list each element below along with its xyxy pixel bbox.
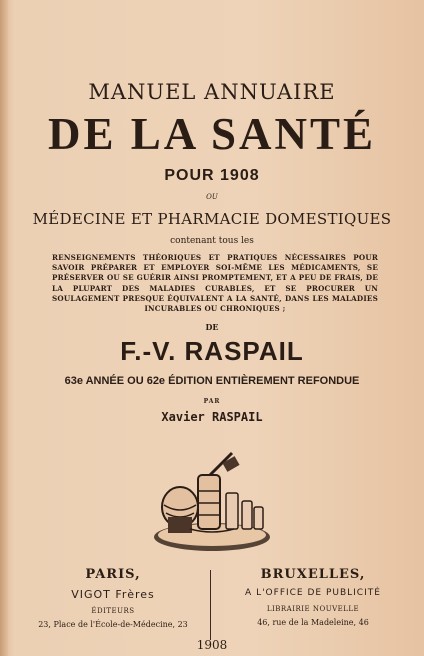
imprint-divider xyxy=(210,570,211,640)
title-contenant: contenant tous les xyxy=(170,236,254,246)
imprint-publisher: VIGOT Frères xyxy=(71,588,155,601)
title-main: DE LA SANTÉ xyxy=(47,109,377,159)
imprint-bruxelles xyxy=(218,567,408,627)
imprint-address: 23, Place de l'École-de-Médecine, 23 xyxy=(38,620,188,629)
imprint-address: 46, rue de la Madeleine, 46 xyxy=(257,618,369,627)
publication-year: 1908 xyxy=(196,638,228,652)
description-paragraph: RENSEIGNEMENTS THÉORIQUES ET PRATIQUES NÉCESSAIRES POUR SAVOIR PRÉPARER ET EMPLOYER SOI-MÊME LES MÉDICAMENTS, SE PRÉSERVER OU SE GUÉRIR AINSI PROMPTEMENT, ET A PEU DE FRAIS, DE LA PLUPART DES MALADIES CURABLES, ET SE PROCURER UN SOULAGEMENT PRESQUE ÉQUIVALENT A LA SANTÉ, DANS LES MALADIES INCURABLES OU CHRONIQUES ; xyxy=(52,253,378,314)
imprint-role: LIBRAIRIE NOUVELLE xyxy=(266,605,360,613)
imprint-city: PARIS, xyxy=(85,567,141,582)
imprint-paris xyxy=(20,567,206,629)
author-name: F.-V. RASPAIL xyxy=(120,336,304,366)
pharmacy-apparatus-illustration xyxy=(150,445,274,557)
title-subtitle: MÉDECINE ET PHARMACIE DOMESTIQUES xyxy=(32,210,392,228)
imprint-role: ÉDITEURS xyxy=(91,607,135,615)
title-line-1: MANUEL ANNUAIRE xyxy=(88,80,336,104)
editor-name: Xavier RASPAIL xyxy=(161,410,263,424)
imprint-publisher: A L'OFFICE DE PUBLICITÉ xyxy=(245,588,381,598)
author-par: PAR xyxy=(203,398,221,405)
author-de: DE xyxy=(205,322,219,332)
edition-line: 63e ANNÉE OU 62e ÉDITION ENTIÈREMENT REFONDUE xyxy=(64,375,360,387)
title-ou: OU xyxy=(206,193,218,201)
title-year-line: POUR 1908 xyxy=(164,167,260,184)
imprint-city: BRUXELLES, xyxy=(260,567,366,582)
